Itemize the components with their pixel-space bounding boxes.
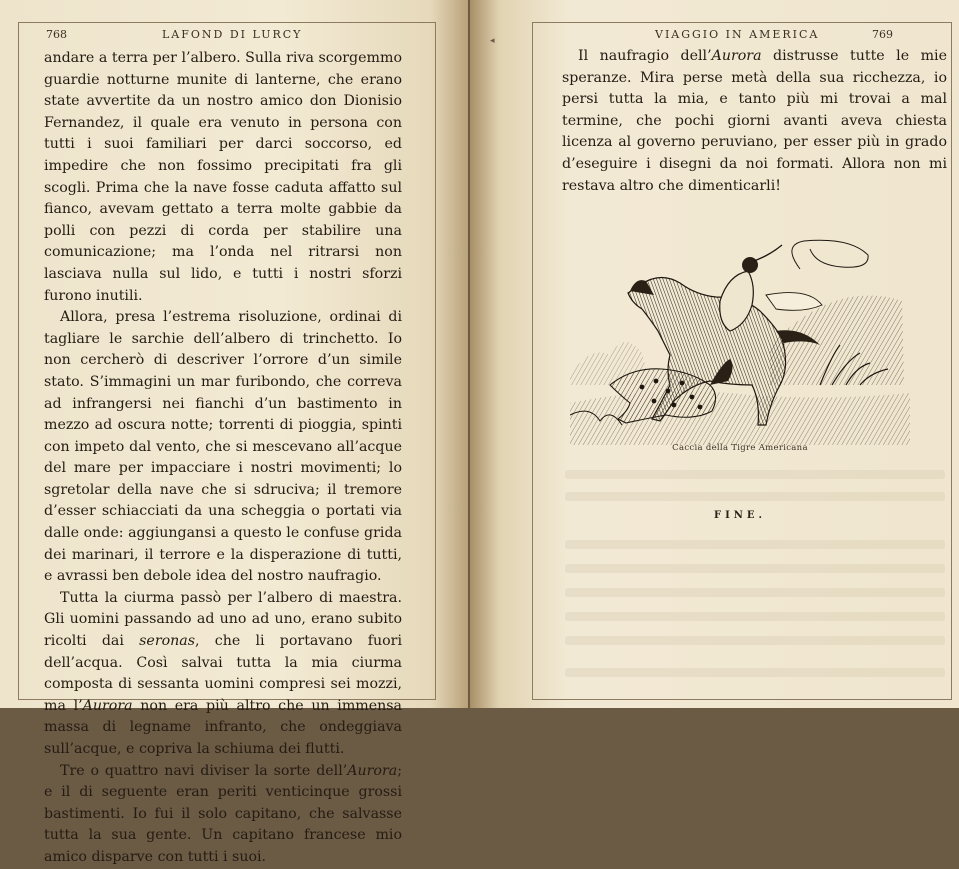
left-running-head: LAFOND DI LURCY	[162, 28, 303, 41]
text-segment: ; e il di seguente eran periti venticinque grossi bastimenti. Io fui il solo capitano, che salvasse tutta la sua gente. Un capitano francese mio amico disparve con tutti i suoi.	[44, 762, 402, 865]
left-page-text	[44, 48, 402, 869]
text-segment: Tutta la ciurma passò per l’albero di maestra. Gli uomini passando ad uno ad uno, erano subito ricolti dai	[44, 589, 402, 650]
bleed-through-line	[565, 668, 945, 677]
text-segment: distrusse tutte le mie speranze. Mira perse metà della sua ricchezza, io persi tutta la mia, e tanto più mi trovai a mal termine, che pochi giorni avanti aveva chiesta licenza al governo peruviano, per esser più in grado d’eseguire i disegni da noi formati. Allora non mi restava altro che dimenticarli!	[562, 48, 947, 194]
bleed-through-line	[565, 492, 945, 501]
tiger-hunt-engraving	[570, 235, 910, 445]
right-page-text	[562, 46, 947, 197]
bleed-through-line	[565, 636, 945, 645]
bleed-through-line	[565, 540, 945, 549]
lasso-arm	[754, 245, 782, 261]
text-segment: Allora, presa l’estrema risoluzione, ordinai di tagliare le sarchie dell’albero di trinchetto. Io non cercherò di descriver l’orrore d’un simile stato. S’immagini un mar furibondo, che correva ad infrangersi nei fianchi d’un bastimento in mezzo ad oscura notte; torrenti di pioggia, spinti con impeto dal vento, che si mescevano all’acque del mare per impacciare i nostri movimenti; lo sgretolar della nave che si sdruciva; il tremore d’esser schiacciati da una scheggia o portati via dalle onde: aggiungansi a questo le confuse grida dei marinari, il terrore e la disperazione di tutti, e avrassi ben debole idea del nostro naufragio.	[44, 309, 402, 585]
paragraph	[44, 48, 402, 307]
bleed-through-line	[565, 588, 945, 597]
bleed-through-line	[565, 612, 945, 621]
italic-text-segment: Aurora	[347, 762, 398, 779]
end-marker: FINE.	[713, 510, 767, 521]
text-segment: Il naufragio dell’	[578, 48, 712, 64]
left-page-number: 768	[46, 28, 67, 41]
text-segment: andare a terra per l’albero. Sulla riva scorgemmo guardie notturne munite di lanterne, che erano state avvertite da un nostro amico don Dionisio Fernandez, il quale era venuto in persona con tutti i suoi familiari per darci soccorso, ed impedire che non fossimo precipitati fra gli scogli. Prima che la nave fosse caduta affatto sul fianco, avevam gettato a terra molte gabbie da polli con pezzi di corda per stabilire una comunicazione; ma l’onda nel ritrarsi non lasciava nulla sul lido, e tutti i nostri sforzi furono inutili.	[44, 50, 402, 304]
cape-shape	[766, 293, 822, 311]
left-page	[0, 0, 468, 865]
text-segment: Tre o quattro navi diviser la sorte dell’	[60, 762, 348, 779]
right-running-head: VIAGGIO IN AMERICA	[655, 28, 820, 41]
paragraph	[44, 588, 402, 761]
illustration-caption: Caccia della Tigre Americana	[672, 443, 808, 453]
paragraph	[562, 46, 947, 197]
paragraph	[44, 307, 402, 588]
bleed-mark: ◂	[490, 36, 495, 46]
text-segment: , che li portavano fuori dell’acqua. Così salvai tutta la mia ciurma composta di sessanta uomini compresi sei mozzi, ma l’	[44, 633, 402, 714]
rider-head-shape	[742, 257, 758, 273]
bleed-through-line	[565, 564, 945, 573]
italic-text-segment: Aurora	[82, 697, 133, 714]
lasso-rope	[792, 240, 868, 269]
right-page	[470, 0, 959, 708]
italic-text-segment: seronas	[139, 633, 196, 650]
italic-text-segment: Aurora	[711, 48, 762, 64]
text-segment: non era più altro che un immensa massa di legname infranto, che ondeggiava sull’acque, e copriva la schiuma dei flutti.	[44, 697, 402, 757]
right-page-number: 769	[872, 28, 893, 41]
bleed-through-line	[565, 470, 945, 479]
paragraph	[44, 761, 402, 869]
